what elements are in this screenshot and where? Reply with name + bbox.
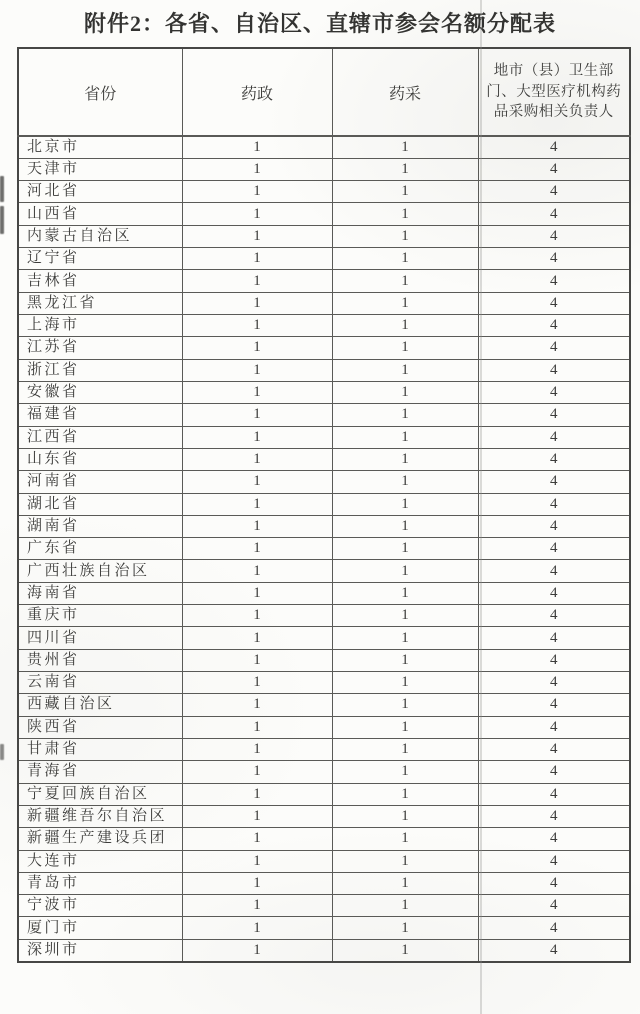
quota-cell: 1	[332, 672, 478, 694]
province-cell: 江西省	[18, 426, 182, 448]
province-cell: 浙江省	[18, 359, 182, 381]
table-row	[18, 783, 630, 805]
quota-cell: 1	[332, 515, 478, 537]
quota-cell: 4	[478, 136, 630, 158]
table-row	[18, 716, 630, 738]
scan-edge-mark-artifact	[0, 176, 4, 202]
province-cell: 湖南省	[18, 515, 182, 537]
table-row	[18, 158, 630, 180]
province-cell: 河北省	[18, 181, 182, 203]
quota-cell: 4	[478, 895, 630, 917]
quota-cell: 1	[332, 248, 478, 270]
quota-cell: 1	[332, 315, 478, 337]
quota-cell: 4	[478, 872, 630, 894]
province-cell: 北京市	[18, 136, 182, 158]
quota-cell: 1	[332, 292, 478, 314]
quota-cell: 1	[332, 627, 478, 649]
table-row	[18, 381, 630, 403]
quota-cell: 4	[478, 605, 630, 627]
quota-cell: 1	[332, 582, 478, 604]
table-row	[18, 515, 630, 537]
quota-cell: 1	[182, 158, 332, 180]
table-row	[18, 337, 630, 359]
quota-cell: 1	[332, 381, 478, 403]
quota-cell: 4	[478, 716, 630, 738]
quota-cell: 1	[182, 582, 332, 604]
quota-cell: 1	[332, 493, 478, 515]
table-row	[18, 694, 630, 716]
province-cell: 新疆生产建设兵团	[18, 828, 182, 850]
table-row	[18, 203, 630, 225]
table-row	[18, 649, 630, 671]
province-cell: 大连市	[18, 850, 182, 872]
quota-cell: 1	[332, 783, 478, 805]
quota-cell: 1	[182, 649, 332, 671]
table-row	[18, 738, 630, 760]
quota-cell: 4	[478, 181, 630, 203]
quota-cell: 1	[182, 672, 332, 694]
table-row	[18, 895, 630, 917]
table-row	[18, 136, 630, 158]
quota-cell: 1	[182, 270, 332, 292]
quota-cell: 1	[182, 493, 332, 515]
table-row	[18, 872, 630, 894]
quota-cell: 4	[478, 649, 630, 671]
quota-cell: 4	[478, 850, 630, 872]
header-province: 省份	[18, 48, 182, 136]
quota-cell: 4	[478, 694, 630, 716]
quota-cell: 1	[182, 203, 332, 225]
province-cell: 内蒙古自治区	[18, 225, 182, 247]
table-row	[18, 181, 630, 203]
table-row	[18, 270, 630, 292]
province-cell: 河南省	[18, 471, 182, 493]
province-cell: 湖北省	[18, 493, 182, 515]
quota-cell: 1	[182, 248, 332, 270]
quota-cell: 4	[478, 448, 630, 470]
table-row	[18, 471, 630, 493]
table-row	[18, 404, 630, 426]
province-cell: 甘肃省	[18, 738, 182, 760]
province-cell: 深圳市	[18, 939, 182, 961]
table-row	[18, 605, 630, 627]
quota-cell: 1	[182, 872, 332, 894]
quota-cell: 1	[332, 359, 478, 381]
quota-cell: 1	[332, 850, 478, 872]
table-row	[18, 672, 630, 694]
quota-cell: 1	[182, 225, 332, 247]
province-cell: 青海省	[18, 761, 182, 783]
quota-cell: 4	[478, 917, 630, 939]
table-row	[18, 761, 630, 783]
quota-cell: 4	[478, 761, 630, 783]
table-row	[18, 225, 630, 247]
province-cell: 海南省	[18, 582, 182, 604]
quota-cell: 1	[182, 939, 332, 961]
province-cell: 西藏自治区	[18, 694, 182, 716]
table-body	[18, 136, 630, 962]
header-row	[18, 48, 630, 136]
quota-cell: 1	[182, 359, 332, 381]
quota-cell: 1	[332, 560, 478, 582]
quota-cell: 1	[182, 471, 332, 493]
quota-cell: 4	[478, 292, 630, 314]
quota-cell: 4	[478, 426, 630, 448]
quota-cell: 1	[332, 738, 478, 760]
quota-cell: 1	[332, 158, 478, 180]
province-cell: 辽宁省	[18, 248, 182, 270]
quota-cell: 4	[478, 203, 630, 225]
quota-cell: 1	[332, 471, 478, 493]
table-header	[18, 48, 630, 136]
table-row	[18, 850, 630, 872]
quota-cell: 1	[182, 538, 332, 560]
quota-cell: 1	[182, 605, 332, 627]
quota-cell: 1	[182, 381, 332, 403]
quota-cell: 4	[478, 828, 630, 850]
province-cell: 云南省	[18, 672, 182, 694]
scan-edge-mark-artifact	[0, 744, 4, 760]
quota-cell: 4	[478, 404, 630, 426]
province-cell: 黑龙江省	[18, 292, 182, 314]
quota-cell: 1	[332, 404, 478, 426]
quota-cell: 4	[478, 248, 630, 270]
quota-cell: 4	[478, 738, 630, 760]
quota-cell: 1	[332, 203, 478, 225]
quota-cell: 4	[478, 560, 630, 582]
quota-cell: 1	[332, 538, 478, 560]
quota-cell: 4	[478, 805, 630, 827]
quota-cell: 1	[182, 805, 332, 827]
table-row	[18, 805, 630, 827]
quota-cell: 4	[478, 270, 630, 292]
quota-cell: 1	[332, 448, 478, 470]
quota-cell: 4	[478, 538, 630, 560]
province-cell: 山西省	[18, 203, 182, 225]
quota-cell: 1	[332, 805, 478, 827]
table-row	[18, 359, 630, 381]
quota-cell: 4	[478, 582, 630, 604]
quota-cell: 1	[332, 917, 478, 939]
table-row	[18, 560, 630, 582]
quota-cell: 1	[182, 448, 332, 470]
table-row	[18, 538, 630, 560]
header-local-health-procurement: 地市（县）卫生部门、大型医疗机构药品采购相关负责人	[478, 48, 630, 136]
province-cell: 江苏省	[18, 337, 182, 359]
table-row	[18, 292, 630, 314]
quota-cell: 1	[332, 828, 478, 850]
province-cell: 青岛市	[18, 872, 182, 894]
quota-cell: 1	[182, 738, 332, 760]
quota-cell: 1	[182, 627, 332, 649]
quota-cell: 1	[182, 136, 332, 158]
quota-cell: 1	[182, 694, 332, 716]
province-cell: 宁波市	[18, 895, 182, 917]
quota-allocation-table	[17, 47, 631, 963]
province-cell: 四川省	[18, 627, 182, 649]
quota-cell: 1	[182, 337, 332, 359]
quota-cell: 1	[182, 783, 332, 805]
table-row	[18, 248, 630, 270]
header-yaocai: 药采	[332, 48, 478, 136]
quota-cell: 4	[478, 337, 630, 359]
quota-cell: 1	[182, 917, 332, 939]
quota-cell: 4	[478, 627, 630, 649]
quota-cell: 1	[182, 716, 332, 738]
table-row	[18, 582, 630, 604]
quota-cell: 1	[332, 136, 478, 158]
quota-cell: 4	[478, 381, 630, 403]
quota-cell: 1	[332, 649, 478, 671]
province-cell: 天津市	[18, 158, 182, 180]
province-cell: 宁夏回族自治区	[18, 783, 182, 805]
quota-cell: 1	[182, 292, 332, 314]
province-cell: 厦门市	[18, 917, 182, 939]
quota-cell: 1	[332, 181, 478, 203]
quota-cell: 4	[478, 359, 630, 381]
quota-cell: 4	[478, 315, 630, 337]
quota-cell: 1	[332, 939, 478, 961]
table-row	[18, 493, 630, 515]
province-cell: 上海市	[18, 315, 182, 337]
quota-cell: 1	[332, 694, 478, 716]
table-row	[18, 917, 630, 939]
header-yaozheng: 药政	[182, 48, 332, 136]
quota-cell: 1	[182, 404, 332, 426]
province-cell: 重庆市	[18, 605, 182, 627]
quota-cell: 1	[182, 850, 332, 872]
quota-cell: 1	[182, 515, 332, 537]
quota-cell: 4	[478, 471, 630, 493]
province-cell: 山东省	[18, 448, 182, 470]
table-row	[18, 448, 630, 470]
quota-cell: 1	[182, 761, 332, 783]
scan-edge-mark-artifact	[0, 206, 4, 234]
quota-cell: 4	[478, 515, 630, 537]
province-cell: 福建省	[18, 404, 182, 426]
document-title: 附件2：各省、自治区、直辖市参会名额分配表	[83, 11, 556, 36]
quota-cell: 4	[478, 783, 630, 805]
quota-cell: 1	[182, 315, 332, 337]
province-cell: 广东省	[18, 538, 182, 560]
quota-cell: 1	[182, 828, 332, 850]
quota-cell: 4	[478, 493, 630, 515]
quota-cell: 1	[332, 716, 478, 738]
quota-cell: 1	[332, 761, 478, 783]
table-row	[18, 828, 630, 850]
quota-cell: 1	[332, 426, 478, 448]
quota-cell: 4	[478, 939, 630, 961]
province-cell: 贵州省	[18, 649, 182, 671]
quota-cell: 1	[332, 605, 478, 627]
quota-cell: 1	[332, 225, 478, 247]
table-row	[18, 426, 630, 448]
quota-cell: 1	[182, 560, 332, 582]
province-cell: 吉林省	[18, 270, 182, 292]
province-cell: 广西壮族自治区	[18, 560, 182, 582]
quota-cell: 1	[332, 895, 478, 917]
quota-cell: 4	[478, 225, 630, 247]
quota-cell: 1	[332, 872, 478, 894]
province-cell: 安徽省	[18, 381, 182, 403]
province-cell: 陕西省	[18, 716, 182, 738]
table-row	[18, 939, 630, 961]
quota-cell: 1	[182, 426, 332, 448]
table-row	[18, 315, 630, 337]
quota-cell: 4	[478, 672, 630, 694]
quota-cell: 4	[478, 158, 630, 180]
table-row	[18, 627, 630, 649]
quota-cell: 1	[182, 181, 332, 203]
quota-cell: 1	[332, 270, 478, 292]
quota-cell: 1	[182, 895, 332, 917]
quota-cell: 1	[332, 337, 478, 359]
province-cell: 新疆维吾尔自治区	[18, 805, 182, 827]
